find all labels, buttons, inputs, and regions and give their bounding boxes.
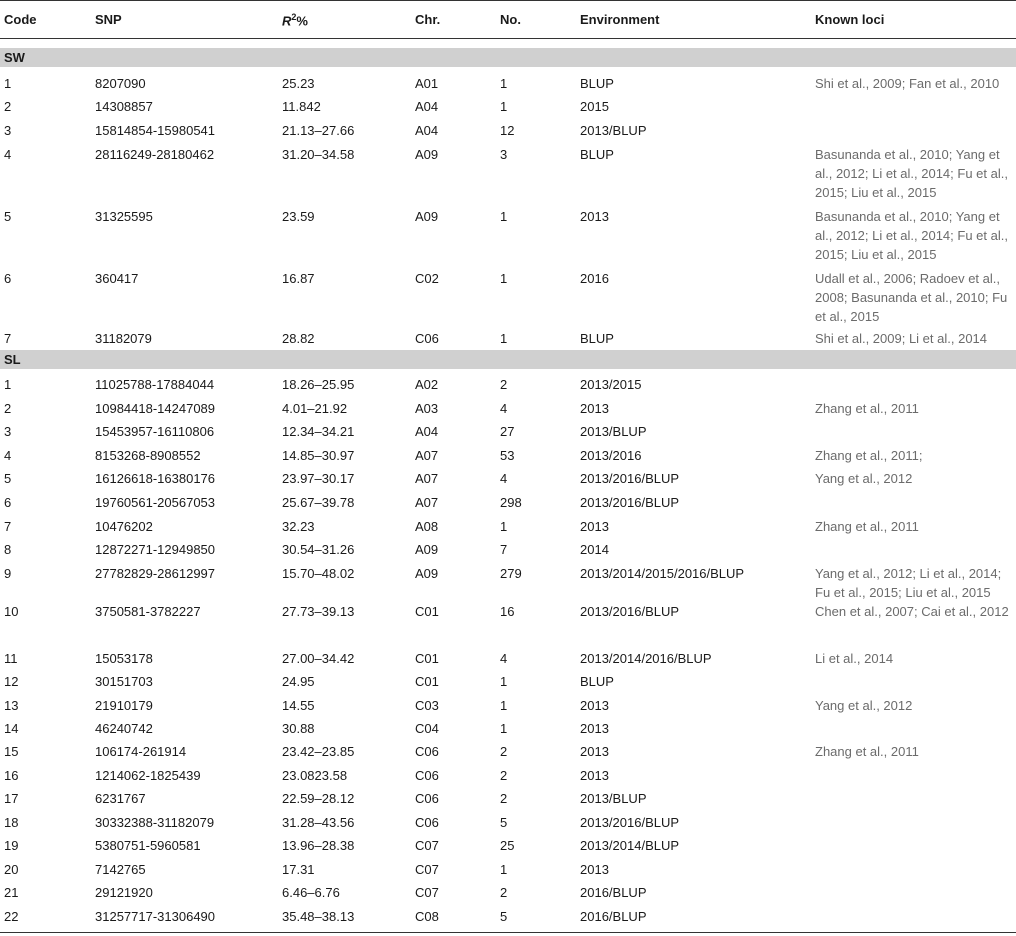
cell-known-loci: Li et al., 2014 — [815, 651, 894, 666]
cell-known-loci: Udall et al., 2006; Radoev et al., 2008; Basunanda et al., 2010; Fu et al., 2015 — [815, 271, 1008, 324]
cell-known-loci: Zhang et al., 2011 — [815, 519, 919, 534]
cell-code: 22 — [4, 909, 19, 924]
cell-code: 12 — [4, 674, 19, 689]
cell-environment: 2013/2016/BLUP — [580, 471, 680, 486]
cell-code: 1 — [4, 76, 12, 91]
cell-chr: A07 — [415, 495, 439, 510]
cell-environment: 2013/2016/BLUP — [580, 495, 680, 510]
cell-known-loci: Shi et al., 2009; Li et al., 2014 — [815, 331, 988, 346]
cell-snp: 15453957-16110806 — [95, 424, 215, 439]
cell-environment: 2013/BLUP — [580, 123, 647, 138]
cell-code: 5 — [4, 209, 12, 224]
cell-no: 16 — [500, 604, 515, 619]
cell-code: 3 — [4, 424, 12, 439]
cell-code: 21 — [4, 885, 19, 900]
cell-snp: 106174-261914 — [95, 744, 187, 759]
cell-no: 7 — [500, 542, 508, 557]
cell-environment: 2013 — [580, 744, 609, 759]
header-code: Code — [4, 12, 37, 27]
cell-snp: 3750581-3782227 — [95, 604, 201, 619]
cell-known-loci: Shi et al., 2009; Fan et al., 2010 — [815, 76, 1000, 91]
header-r2-suffix: % — [296, 13, 308, 29]
cell-environment: 2015 — [580, 99, 609, 114]
cell-chr: A09 — [415, 147, 439, 162]
cell-no: 25 — [500, 838, 515, 853]
cell-no: 298 — [500, 495, 522, 510]
cell-no: 1 — [500, 519, 508, 534]
bottom-rule — [0, 932, 1016, 933]
section-band-sw — [0, 48, 1016, 67]
cell-no: 2 — [500, 377, 508, 392]
cell-environment: 2013/BLUP — [580, 791, 647, 806]
header-chr: Chr. — [415, 12, 441, 27]
cell-snp: 30151703 — [95, 674, 153, 689]
cell-no: 5 — [500, 909, 508, 924]
cell-code: 2 — [4, 99, 12, 114]
cell-no: 1 — [500, 99, 508, 114]
cell-environment: 2013/2014/2016/BLUP — [580, 651, 712, 666]
cell-snp: 31257717-31306490 — [95, 909, 216, 924]
cell-snp: 16126618-16380176 — [95, 471, 216, 486]
cell-no: 1 — [500, 674, 508, 689]
cell-chr: A09 — [415, 566, 439, 581]
cell-chr: C03 — [415, 698, 439, 713]
cell-code: 19 — [4, 838, 19, 853]
cell-r2: 30.54–31.26 — [282, 542, 355, 557]
cell-no: 1 — [500, 331, 508, 346]
cell-r2: 4.01–21.92 — [282, 401, 348, 416]
cell-r2: 16.87 — [282, 271, 315, 286]
cell-no: 1 — [500, 862, 508, 877]
cell-no: 1 — [500, 209, 508, 224]
cell-chr: C07 — [415, 862, 439, 877]
cell-snp: 5380751-5960581 — [95, 838, 201, 853]
header-snp: SNP — [95, 12, 122, 27]
cell-chr: A08 — [415, 519, 439, 534]
cell-no: 1 — [500, 721, 508, 736]
cell-environment: BLUP — [580, 147, 614, 162]
cell-r2: 32.23 — [282, 519, 315, 534]
cell-r2: 23.59 — [282, 209, 315, 224]
header-known-loci: Known loci — [815, 12, 885, 27]
cell-chr: C01 — [415, 674, 439, 689]
header-rule — [0, 38, 1016, 39]
cell-no: 279 — [500, 566, 522, 581]
cell-chr: C01 — [415, 651, 439, 666]
cell-environment: 2013/2016/BLUP — [580, 815, 680, 830]
cell-known-loci: Yang et al., 2012 — [815, 698, 913, 713]
cell-r2: 14.85–30.97 — [282, 448, 355, 463]
cell-chr: A07 — [415, 471, 439, 486]
cell-code: 13 — [4, 698, 19, 713]
cell-r2: 31.28–43.56 — [282, 815, 355, 830]
header-environment: Environment — [580, 12, 660, 27]
cell-chr: C06 — [415, 744, 439, 759]
cell-snp: 8153268-8908552 — [95, 448, 201, 463]
cell-chr: A02 — [415, 377, 439, 392]
cell-environment: 2016/BLUP — [580, 885, 647, 900]
cell-chr: A07 — [415, 448, 439, 463]
cell-r2: 22.59–28.12 — [282, 791, 355, 806]
cell-r2: 21.13–27.66 — [282, 123, 355, 138]
cell-chr: C08 — [415, 909, 439, 924]
cell-code: 14 — [4, 721, 19, 736]
table-header — [0, 0, 1016, 38]
cell-no: 2 — [500, 791, 508, 806]
cell-chr: C06 — [415, 815, 439, 830]
cell-r2: 27.00–34.42 — [282, 651, 355, 666]
cell-environment: 2013 — [580, 401, 609, 416]
cell-chr: A09 — [415, 209, 439, 224]
cell-r2: 23.42–23.85 — [282, 744, 355, 759]
cell-code: 4 — [4, 147, 12, 162]
cell-environment: 2013 — [580, 768, 609, 783]
cell-code: 2 — [4, 401, 12, 416]
cell-environment: 2013/2014/2015/2016/BLUP — [580, 566, 745, 581]
cell-chr: C07 — [415, 838, 439, 853]
cell-code: 17 — [4, 791, 19, 806]
cell-snp: 46240742 — [95, 721, 153, 736]
cell-r2: 6.46–6.76 — [282, 885, 340, 900]
cell-no: 1 — [500, 271, 508, 286]
cell-r2: 15.70–48.02 — [282, 566, 355, 581]
cell-no: 1 — [500, 76, 508, 91]
cell-environment: BLUP — [580, 331, 614, 346]
cell-snp: 27782829-28612997 — [95, 566, 216, 581]
cell-chr: C04 — [415, 721, 439, 736]
cell-code: 10 — [4, 604, 19, 619]
header-no: No. — [500, 12, 521, 27]
cell-environment: 2013 — [580, 519, 609, 534]
cell-snp: 7142765 — [95, 862, 146, 877]
cell-snp: 31182079 — [95, 331, 152, 346]
cell-chr: C06 — [415, 331, 439, 346]
cell-r2: 31.20–34.58 — [282, 147, 355, 162]
cell-no: 4 — [500, 651, 508, 666]
cell-snp: 28116249-28180462 — [95, 147, 215, 162]
cell-known-loci: Basunanda et al., 2010; Yang et al., 2012; Li et al., 2014; Fu et al., 2015; Liu et al., 2015 — [815, 209, 1008, 262]
cell-chr: C06 — [415, 791, 439, 806]
cell-environment: 2013/BLUP — [580, 424, 647, 439]
cell-no: 2 — [500, 744, 508, 759]
cell-known-loci: Yang et al., 2012 — [815, 471, 913, 486]
cell-snp: 360417 — [95, 271, 139, 286]
cell-no: 53 — [500, 448, 515, 463]
cell-known-loci: Zhang et al., 2011 — [815, 401, 919, 416]
cell-code: 18 — [4, 815, 19, 830]
cell-snp: 12872271-12949850 — [95, 542, 216, 557]
cell-chr: C01 — [415, 604, 439, 619]
cell-chr: A04 — [415, 99, 439, 114]
cell-environment: 2014 — [580, 542, 609, 557]
cell-snp: 30332388-31182079 — [95, 815, 215, 830]
cell-chr: A03 — [415, 401, 439, 416]
cell-environment: BLUP — [580, 76, 614, 91]
header-r2 — [282, 12, 308, 28]
cell-r2: 12.34–34.21 — [282, 424, 355, 439]
cell-known-loci: Zhang et al., 2011; — [815, 448, 923, 463]
cell-code: 5 — [4, 471, 12, 486]
cell-snp: 1214062-1825439 — [95, 768, 201, 783]
cell-snp: 14308857 — [95, 99, 153, 114]
cell-snp: 6231767 — [95, 791, 146, 806]
cell-snp: 19760561-20567053 — [95, 495, 216, 510]
cell-r2: 11.842 — [282, 99, 321, 114]
cell-code: 11 — [4, 651, 18, 666]
cell-environment: 2016/BLUP — [580, 909, 647, 924]
cell-chr: C02 — [415, 271, 439, 286]
cell-r2: 25.23 — [282, 76, 315, 91]
cell-environment: 2013/2015 — [580, 377, 642, 392]
cell-r2: 35.48–38.13 — [282, 909, 355, 924]
cell-no: 12 — [500, 123, 515, 138]
cell-environment: 2013/2014/BLUP — [580, 838, 680, 853]
cell-no: 2 — [500, 885, 508, 900]
cell-environment: 2013 — [580, 721, 609, 736]
cell-r2: 23.97–30.17 — [282, 471, 355, 486]
cell-r2: 25.67–39.78 — [282, 495, 355, 510]
cell-no: 2 — [500, 768, 508, 783]
cell-snp: 10984418-14247089 — [95, 401, 216, 416]
cell-snp: 29121920 — [95, 885, 153, 900]
cell-r2: 28.82 — [282, 331, 315, 346]
cell-r2: 23.0823.58 — [282, 768, 348, 783]
cell-code: 3 — [4, 123, 12, 138]
cell-code: 20 — [4, 862, 19, 877]
cell-environment: 2013 — [580, 698, 609, 713]
cell-environment: BLUP — [580, 674, 614, 689]
cell-r2: 30.88 — [282, 721, 315, 736]
cell-code: 6 — [4, 271, 12, 286]
cell-r2: 24.95 — [282, 674, 315, 689]
cell-chr: A04 — [415, 424, 439, 439]
cell-no: 4 — [500, 471, 508, 486]
cell-code: 7 — [4, 519, 12, 534]
cell-no: 3 — [500, 147, 508, 162]
cell-code: 1 — [4, 377, 12, 392]
cell-known-loci: Zhang et al., 2011 — [815, 744, 919, 759]
cell-snp: 21910179 — [95, 698, 153, 713]
cell-no: 1 — [500, 698, 508, 713]
cell-snp: 15053178 — [95, 651, 153, 666]
cell-no: 5 — [500, 815, 508, 830]
cell-chr: C06 — [415, 768, 439, 783]
cell-r2: 18.26–25.95 — [282, 377, 355, 392]
section-band-sl — [0, 350, 1016, 369]
cell-no: 27 — [500, 424, 515, 439]
header-r2-sup: 2 — [291, 12, 297, 22]
cell-snp: 31325595 — [95, 209, 153, 224]
cell-environment: 2013/2016/BLUP — [580, 604, 680, 619]
cell-code: 16 — [4, 768, 19, 783]
cell-known-loci: Basunanda et al., 2010; Yang et al., 2012; Li et al., 2014; Fu et al., 2015; Liu et al., 2015 — [815, 147, 1008, 200]
cell-no: 4 — [500, 401, 508, 416]
cell-chr: C07 — [415, 885, 439, 900]
cell-r2: 14.55 — [282, 698, 315, 713]
cell-code: 15 — [4, 744, 19, 759]
cell-code: 8 — [4, 542, 12, 557]
header-r2-base: R — [282, 13, 292, 29]
cell-environment: 2013 — [580, 862, 609, 877]
section-label: SL — [4, 352, 21, 367]
cell-snp: 11025788-17884044 — [95, 377, 215, 392]
cell-chr: A04 — [415, 123, 439, 138]
cell-environment: 2013/2016 — [580, 448, 642, 463]
cell-code: 9 — [4, 566, 12, 581]
cell-snp: 8207090 — [95, 76, 146, 91]
cell-chr: A09 — [415, 542, 439, 557]
cell-code: 6 — [4, 495, 12, 510]
section-label: SW — [4, 50, 25, 65]
cell-r2: 17.31 — [282, 862, 315, 877]
cell-environment: 2016 — [580, 271, 609, 286]
cell-r2: 27.73–39.13 — [282, 604, 355, 619]
cell-known-loci: Chen et al., 2007; Cai et al., 2012 — [815, 604, 1009, 619]
cell-known-loci: Yang et al., 2012; Li et al., 2014; Fu et al., 2015; Liu et al., 2015 — [815, 566, 1002, 600]
cell-environment: 2013 — [580, 209, 609, 224]
cell-snp: 15814854-15980541 — [95, 123, 216, 138]
cell-chr: A01 — [415, 76, 439, 91]
cell-code: 4 — [4, 448, 12, 463]
cell-snp: 10476202 — [95, 519, 153, 534]
cell-code: 7 — [4, 331, 12, 346]
cell-r2: 13.96–28.38 — [282, 838, 355, 853]
